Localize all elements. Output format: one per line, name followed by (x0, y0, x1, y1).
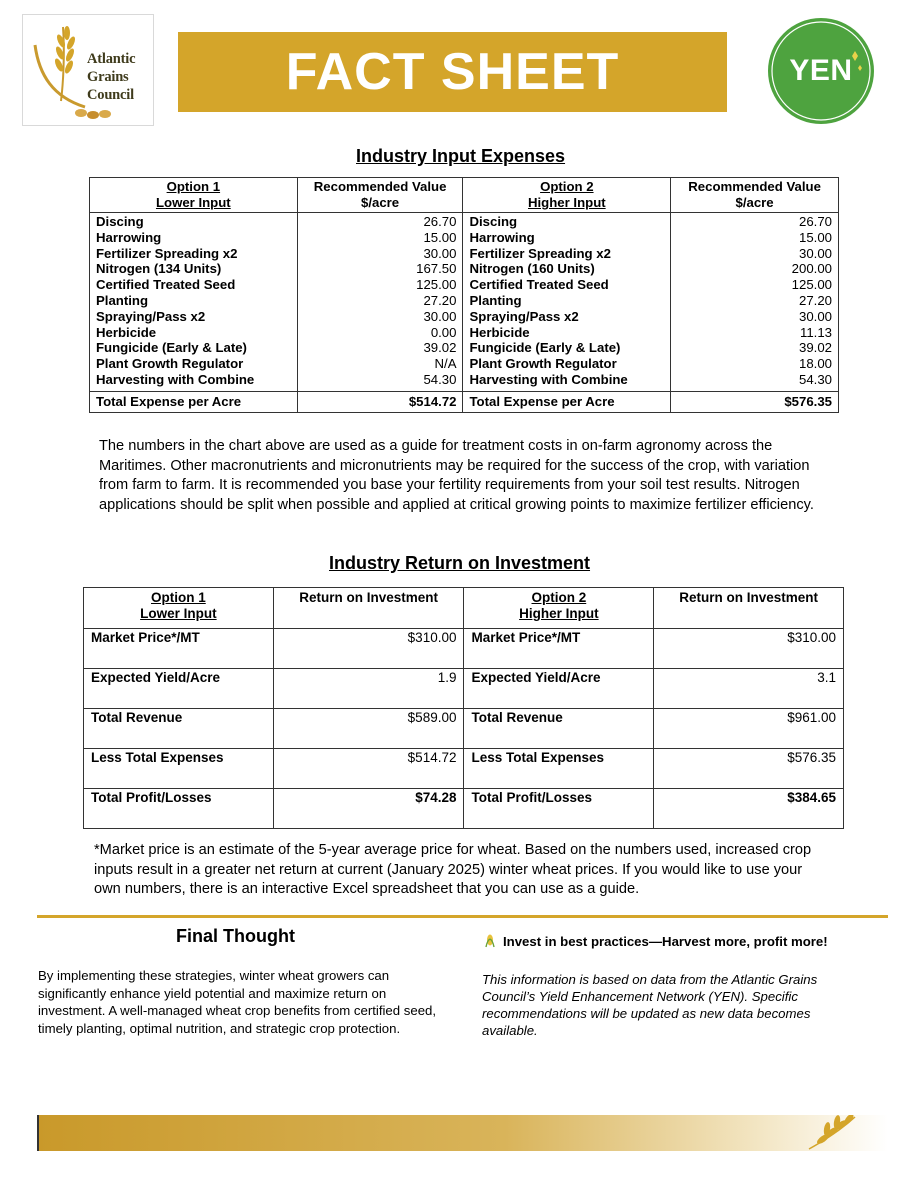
value-2-cell: 30.00 (671, 309, 839, 325)
value-2-cell: 200.00 (671, 261, 839, 277)
value-2-cell: $310.00 (654, 629, 844, 669)
label-1-cell: Expected Yield/Acre (84, 669, 274, 709)
logo-text-line-1: Atlantic (87, 51, 136, 67)
value-1-cell: 39.02 (297, 340, 463, 356)
final-thought-heading: Final Thought (176, 926, 295, 946)
item-2-cell: Planting (463, 293, 671, 309)
source-note: This information is based on data from the Atlantic Grains Council’s Yield Enhancement Network (YEN). Specific recommendations will be updated as new data becomes available. (482, 972, 818, 1038)
logo-text-line-2: Grains (87, 69, 129, 85)
table-row (90, 356, 839, 372)
table-row (90, 372, 839, 391)
value-2-cell: 39.02 (671, 340, 839, 356)
item-1-cell: Harrowing (90, 230, 298, 246)
value-2-cell: $576.35 (654, 749, 844, 789)
value-1-cell: 27.20 (297, 293, 463, 309)
value-2-cell: 26.70 (671, 213, 839, 230)
table-row (90, 261, 839, 277)
label-1-cell: Market Price*/MT (84, 629, 274, 669)
total-value-1: $514.72 (297, 391, 463, 412)
total-label-2: Total Expense per Acre (463, 391, 671, 412)
table-row (84, 709, 844, 749)
value-1-cell: 0.00 (297, 325, 463, 341)
item-1-cell: Nitrogen (134 Units) (90, 261, 298, 277)
item-2-cell: Harvesting with Combine (463, 372, 671, 391)
page-title: FACT SHEET (285, 43, 620, 101)
table-row (84, 749, 844, 789)
gold-gradient-wheat-icon (37, 1115, 888, 1151)
value-1-cell: $514.72 (273, 749, 464, 789)
table-row (90, 246, 839, 262)
item-2-cell: Fungicide (Early & Late) (463, 340, 671, 356)
label-2-cell: Less Total Expenses (464, 749, 654, 789)
option-1-header: Option 1 Lower Input (90, 178, 298, 213)
label-2-cell: Total Revenue (464, 709, 654, 749)
value-1-cell: 30.00 (297, 309, 463, 325)
label-1-cell: Total Profit/Losses (84, 789, 274, 829)
item-2-cell: Fertilizer Spreading x2 (463, 246, 671, 262)
label-2-cell: Total Profit/Losses (464, 789, 654, 829)
value-1-cell: 167.50 (297, 261, 463, 277)
item-1-cell: Fungicide (Early & Late) (90, 340, 298, 356)
item-2-cell: Plant Growth Regulator (463, 356, 671, 372)
roi-1-header: Return on Investment (273, 588, 464, 629)
value-1-cell: 1.9 (273, 669, 464, 709)
item-1-cell: Herbicide (90, 325, 298, 341)
section-divider (37, 915, 888, 918)
table-row (90, 293, 839, 309)
logo-text-line-3: Council (87, 87, 134, 103)
value-2-cell: $384.65 (654, 789, 844, 829)
item-1-cell: Planting (90, 293, 298, 309)
table-row (90, 277, 839, 293)
item-1-cell: Plant Growth Regulator (90, 356, 298, 372)
option-2-header: Option 2 Higher Input (463, 178, 671, 213)
value-2-header: Recommended Value $/acre (671, 178, 839, 213)
value-2-cell: 11.13 (671, 325, 839, 341)
value-2-cell: 30.00 (671, 246, 839, 262)
value-1-cell: $310.00 (273, 629, 464, 669)
value-2-cell: 27.20 (671, 293, 839, 309)
label-2-cell: Market Price*/MT (464, 629, 654, 669)
bottom-decorative-bar (37, 1115, 888, 1151)
item-1-cell: Spraying/Pass x2 (90, 309, 298, 325)
label-1-cell: Total Revenue (84, 709, 274, 749)
table-row (84, 789, 844, 829)
value-1-header: Recommended Value $/acre (297, 178, 463, 213)
table-row (90, 325, 839, 341)
value-1-cell: 26.70 (297, 213, 463, 230)
value-2-cell: $961.00 (654, 709, 844, 749)
table-row (90, 309, 839, 325)
table-row (90, 230, 839, 246)
value-1-cell: $74.28 (273, 789, 464, 829)
sparkle-icon (768, 18, 874, 124)
table-header-row (84, 588, 844, 629)
atlantic-grains-council-logo (22, 14, 154, 126)
roi-heading: Industry Return on Investment (329, 553, 591, 573)
item-1-cell: Certified Treated Seed (90, 277, 298, 293)
invest-text: Invest in best practices—Harvest more, profit more! (503, 934, 828, 949)
total-label-1: Total Expense per Acre (90, 391, 298, 412)
item-2-cell: Spraying/Pass x2 (463, 309, 671, 325)
value-1-cell: 54.30 (297, 372, 463, 391)
table-row (84, 669, 844, 709)
value-2-cell: 15.00 (671, 230, 839, 246)
roi-table (83, 587, 844, 829)
item-2-cell: Certified Treated Seed (463, 277, 671, 293)
table-row (84, 629, 844, 669)
corn-icon (485, 934, 495, 948)
yen-logo (768, 18, 874, 124)
option-1-header: Option 1 Lower Input (84, 588, 274, 629)
value-2-cell: 3.1 (654, 669, 844, 709)
table-header-row (90, 178, 839, 213)
table-row (90, 213, 839, 230)
table-row (90, 340, 839, 356)
value-2-cell: 125.00 (671, 277, 839, 293)
value-1-cell: 15.00 (297, 230, 463, 246)
expenses-heading: Industry Input Expenses (356, 146, 566, 166)
item-2-cell: Discing (463, 213, 671, 230)
value-1-cell: N/A (297, 356, 463, 372)
label-2-cell: Expected Yield/Acre (464, 669, 654, 709)
roi-note: *Market price is an estimate of the 5-year average price for wheat. Based on the numbers used, increased crop inputs result in a greater net return at current (January 2025) winter wheat prices. If you would like to use your own numbers, there is an interactive Excel spreadsheet that you can use as a guide. (94, 842, 812, 897)
item-1-cell: Harvesting with Combine (90, 372, 298, 391)
value-1-cell: $589.00 (273, 709, 464, 749)
option-2-header: Option 2 Higher Input (464, 588, 654, 629)
item-2-cell: Herbicide (463, 325, 671, 341)
value-1-cell: 125.00 (297, 277, 463, 293)
value-1-cell: 30.00 (297, 246, 463, 262)
total-value-2: $576.35 (671, 391, 839, 412)
item-2-cell: Harrowing (463, 230, 671, 246)
item-2-cell: Nitrogen (160 Units) (463, 261, 671, 277)
yen-logo-text: YEN (789, 54, 853, 87)
final-thought-body: By implementing these strategies, winter wheat growers can significantly enhance yield potential and maximize return on investment. A well-managed wheat crop benefits from certified seed, timely planting, optimal nutrition, and strategic crop protection. (38, 968, 437, 1036)
invest-callout (485, 934, 828, 949)
label-1-cell: Less Total Expenses (84, 749, 274, 789)
item-1-cell: Discing (90, 213, 298, 230)
expenses-note: The numbers in the chart above are used as a guide for treatment costs in on-farm agronomy across the Maritimes. Other macronutrients and micronutrients may be required for the success of the crop, with variation from farm to farm. It is recommended you base your fertility requirements from your soil test results. Nitrogen applications should be split when possible and applied at critical growing points to maximize fertilizer efficiency. (99, 438, 814, 513)
input-expenses-table (89, 177, 839, 413)
value-2-cell: 18.00 (671, 356, 839, 372)
title-banner (178, 32, 727, 112)
item-1-cell: Fertilizer Spreading x2 (90, 246, 298, 262)
roi-2-header: Return on Investment (654, 588, 844, 629)
value-2-cell: 54.30 (671, 372, 839, 391)
total-row (90, 391, 839, 412)
